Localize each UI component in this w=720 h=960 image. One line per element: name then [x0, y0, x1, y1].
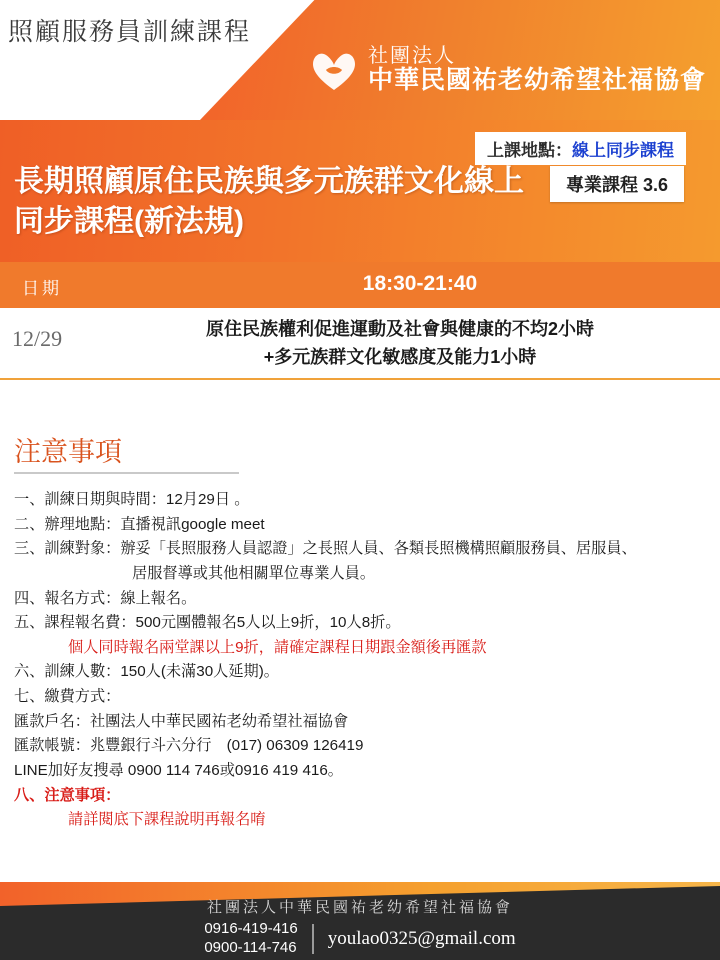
notes-line: 二、辦理地點：直播視訊google meet [14, 515, 265, 533]
schedule-description-line-2: +多元族群文化敏感度及能力1小時 [263, 346, 537, 367]
notes-line: 個人同時報名兩堂課以上9折，請確定課程日期跟金額後再匯款 [68, 638, 487, 656]
schedule-header [0, 262, 720, 308]
notes-line: 一、訓練日期與時間：12月29日 。 [14, 491, 250, 508]
heart-hand-logo-icon [308, 44, 360, 96]
notes-line: 六、訓練人數：150人(未滿30人延期)。 [14, 663, 279, 681]
page-title: 照顧服務員訓練課程 [8, 19, 252, 46]
notes-list [14, 488, 714, 833]
main-banner [0, 120, 720, 262]
notes-line: 四、報名方式：線上報名。 [14, 589, 197, 607]
notes-line: 匯款戶名：社團法人中華民國祐老幼希望社福協會 [14, 712, 349, 730]
schedule-time-header: 18:30-21:40 [362, 272, 478, 295]
footer-email[interactable]: youlao0325@gmail.com [327, 927, 516, 949]
notes-line: LINE加好友搜尋 0900 114 746或0916 419 416。 [14, 761, 343, 779]
schedule-date-header: 日期 [22, 279, 62, 298]
course-title: 長期照顧原住民族與多元族群文化線上同步課程(新法規) [14, 165, 524, 238]
top-header-band [0, 0, 720, 120]
notes-heading: 注意事項 [14, 437, 122, 467]
notes-line: 七、繳費方式： [14, 688, 121, 705]
credit-badge: 專業課程 3.6 [550, 166, 684, 202]
logo-text [368, 45, 706, 95]
schedule-description [110, 316, 690, 372]
location-value: 線上同步課程 [572, 141, 674, 160]
footer-divider [312, 924, 314, 954]
schedule-date-value: 12/29 [12, 326, 63, 351]
logo-line-1: 社團法人 [367, 44, 456, 67]
footer-phones [204, 920, 297, 958]
logo-line-2: 中華民國祐老幼希望社福協會 [367, 67, 706, 95]
footer-phone-2: 0900-114-746 [204, 938, 297, 956]
notes-line: 八、注意事項： [14, 786, 121, 804]
schedule-description-line-1: 原住民族權利促進運動及社會與健康的不均2小時 [205, 319, 594, 339]
footer-contact [0, 920, 720, 958]
notes-divider [14, 472, 239, 474]
notes-line: 居服督導或其他相關單位專業人員。 [132, 564, 375, 582]
location-badge [475, 132, 686, 165]
organization-logo [308, 44, 706, 96]
footer [0, 882, 720, 960]
location-label: 上課地點： [487, 141, 572, 160]
footer-phone-1: 0916-419-416 [204, 920, 298, 937]
footer-organization: 社團法人中華民國祐老幼希望社福協會 [206, 900, 513, 916]
table-row [0, 308, 720, 380]
notes-line: 五、課程報名費：500元團體報名5人以上9折，10人8折。 [14, 614, 401, 632]
notes-line: 匯款帳號：兆豐銀行斗六分行 (017) 06309 126419 [14, 737, 364, 755]
notes-line: 請詳閱底下課程說明再報名唷 [68, 811, 266, 829]
notes-line: 三、訓練對象：辦妥「長照服務人員認證」之長照人員、各類長照機構照顧服務員、居服員、 [14, 540, 637, 558]
